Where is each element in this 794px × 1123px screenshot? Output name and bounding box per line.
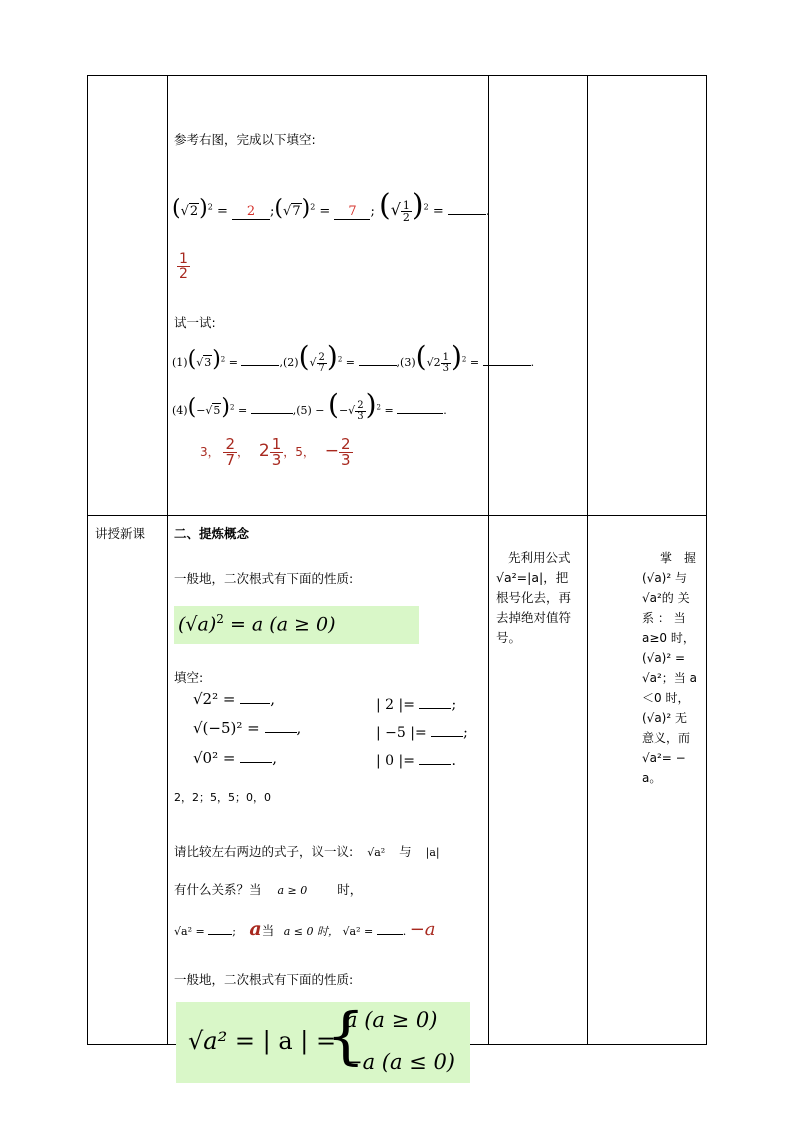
method-note-line: 去掉绝对值符 (496, 610, 572, 625)
table-row-divider (87, 515, 707, 516)
method-note-line: √a²=|a|，把 (496, 570, 569, 585)
try-line-1: $(1)(√3)^2 = ,(2)(√$ $\frac{2}{7}$ )$^2$ = ,(3)(√2 $\frac{1}{3}$ )$^2$ = . (172, 340, 535, 374)
table-col-divider-3 (587, 75, 588, 1045)
goal-note-line: ＜0 时， (642, 691, 690, 705)
fill-row-1-left: √2² = , (193, 690, 276, 708)
goal-note-line: 掌 握 (660, 551, 697, 565)
fill-row-3-left: √0² = , (193, 749, 278, 767)
goal-note-line: a≥0 时， (642, 631, 695, 645)
try-answers: 3， $\frac{2}{7}$ ， 2 $\frac{1}{3}$ ，5， − $\frac{2}{3}$ (200, 435, 351, 469)
method-note-line: 先利用公式 (508, 550, 571, 565)
formula-2-case-1: a (a ≥ 0) (345, 1008, 438, 1032)
table-left-border (87, 75, 88, 1045)
case-answer-a: a (249, 918, 262, 940)
section-title: 二、提炼概念 (174, 526, 250, 541)
method-note (496, 548, 584, 648)
property-intro-2: 一般地，二次根式有下面的性质: (174, 972, 354, 987)
formula-2-brace: { (326, 999, 366, 1072)
goal-note-line: √a²；当 a (642, 671, 697, 685)
table-col-divider-1 (167, 75, 168, 1045)
goal-note-line: √a²的 关 (642, 591, 690, 605)
fill-answers: 2，2；5，5；0，0 (174, 791, 271, 804)
fill-line-1: $(√2)^2 = 2$ $;(√7)^2 = 7$ ; (√ $\frac{1}{2}$ )$^2$ = . (172, 188, 491, 224)
goal-note-line: (√a)² 与 (642, 571, 687, 585)
fill-title: 填空: (174, 670, 204, 685)
goal-note-line: √a²= − (642, 751, 686, 765)
fill-row-2-left: √(−5)² = , (193, 719, 302, 737)
fill-row-1-right: | 2 |= ; (376, 697, 457, 713)
intro-text: 参考右图，完成以下填空: (174, 132, 316, 147)
formula-2-lhs: √a² = | a | = (188, 1027, 337, 1055)
goal-note-line: (√a)² = (642, 651, 686, 665)
goal-note-line: a。 (642, 771, 662, 785)
table-top-border (87, 75, 707, 76)
relation-line: 有什么关系？当 a ≥ 0 时， (174, 882, 363, 897)
goal-note-line: 系 ： 当 (642, 611, 686, 625)
method-note-line: 号。 (496, 630, 522, 645)
goal-note (642, 548, 702, 788)
fill-row-3-right: | 0 |= . (376, 753, 456, 769)
case-line: √a² = ; a当 a ≤ 0 时， √a² = . −a (174, 918, 436, 940)
method-note-line: 根号化去，再 (496, 590, 572, 605)
fill-row-2-right: | −5 |= ; (376, 725, 468, 741)
answer-b: 7 (348, 204, 357, 219)
line1-fraction-answer: $\frac{1}{2}$ (179, 251, 188, 282)
formula-2-case-2: −a (a ≤ 0) (345, 1050, 456, 1074)
row-label-new-lesson: 讲授新课 (95, 526, 146, 541)
goal-note-line: 意义，而 (642, 731, 691, 745)
case-answer-neg-a: −a (409, 919, 436, 940)
try-line-2: $(4)(-√5)^2 = ,(5)$ − (−√ $\frac{2}{3}$ )$^2$ = . (172, 388, 447, 422)
goal-note-line: (√a)² 无 (642, 711, 687, 725)
formula-1: $(√a)^2 = a$ (a ≥ 0) (178, 612, 336, 636)
answer-a: 2 (246, 204, 256, 219)
table-right-border (706, 75, 707, 1045)
compare-line: 请比较左右两边的式子，议一议: √a² 与 |a| (174, 844, 440, 859)
try-title: 试一试: (174, 315, 216, 330)
property-intro-1: 一般地，二次根式有下面的性质: (174, 571, 354, 586)
